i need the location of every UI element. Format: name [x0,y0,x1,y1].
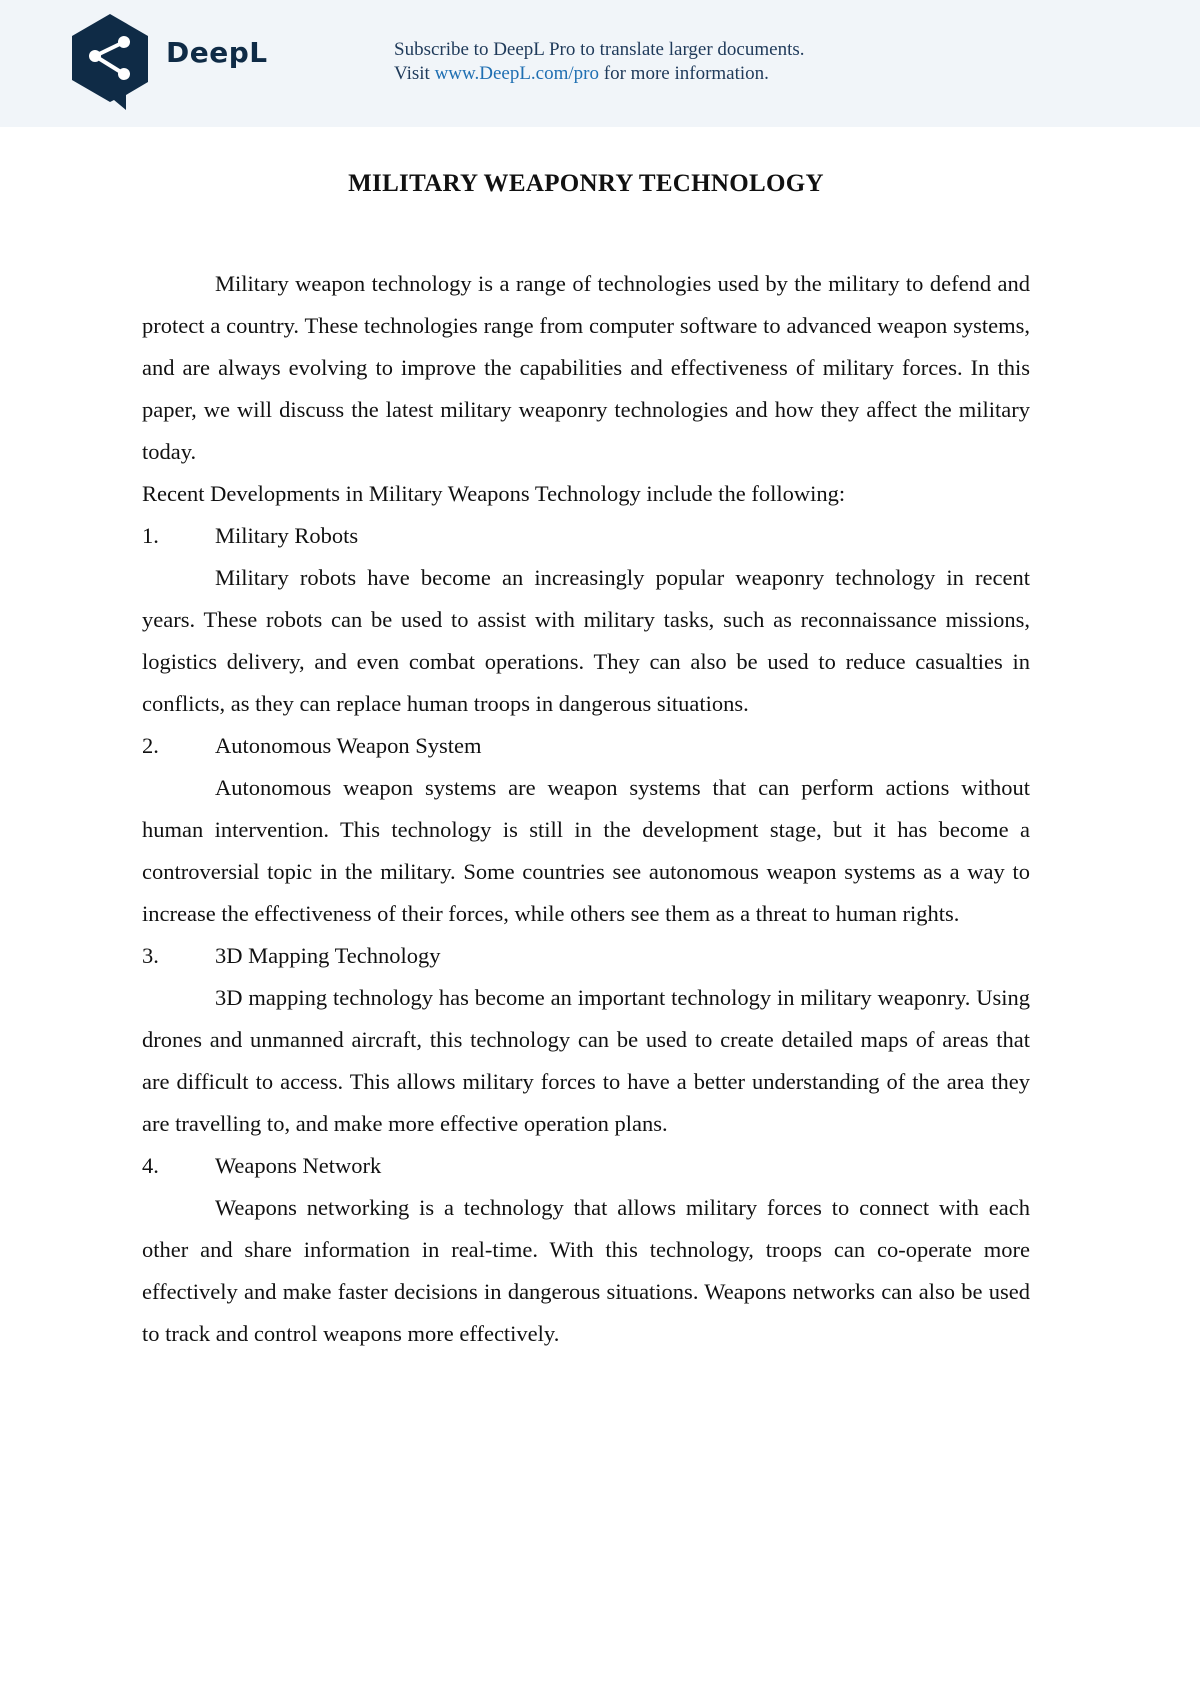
section-heading [142,1145,1030,1187]
document-title: MILITARY WEAPONRY TECHNOLOGY [348,170,824,197]
section-heading-text: Autonomous Weapon System [215,733,482,758]
promo-line-1: Subscribe to DeepL Pro to translate larger documents. [394,39,805,60]
section-heading-text: Weapons Network [215,1153,382,1178]
section-number: 3. [142,943,159,968]
section-paragraph: 3D mapping technology has become an important technology in military weaponry. Using drones and unmanned aircraft, this technology can be used to create detailed maps of areas that are difficult to access. This allows military forces to have a better understanding of the area they are travelling to, and make more effective operation plans. [142,985,1030,1136]
promo-more-text: for more information. [599,63,769,84]
section-paragraph: Autonomous weapon systems are weapon systems that can perform actions without human intervention. This technology is still in the development stage, but it has become a controversial topic in the military. Some countries see autonomous weapon systems as a way to increase the effectiveness of their forces, while others see them as a threat to human rights. [142,775,1030,926]
lead-sentence: Recent Developments in Military Weapons Technology include the following: [142,481,846,506]
section-heading [142,935,1030,977]
brand-name: DeepL [166,36,268,69]
section-heading-text: Military Robots [215,523,359,548]
section-number: 2. [142,733,159,758]
section-paragraph: Weapons networking is a technology that allows military forces to connect with each other and share information in real-time. With this technology, troops can co-operate more effectively and make faster decisions in dangerous situations. Weapons networks can also be used to track and control weapons more effectively. [142,1195,1030,1346]
section-heading [142,515,1030,557]
promo-link[interactable]: www.DeepL.com/pro [434,63,600,84]
section-heading-text: 3D Mapping Technology [215,943,441,968]
promo-message [394,38,805,86]
intro-paragraph: Military weapon technology is a range of technologies used by the military to defend and protect a country. These technologies range from computer software to advanced weapon systems, and are always evolving to improve the capabilities and effectiveness of military forces. In this paper, we will discuss the latest military weaponry technologies and how they affect the military today. [142,271,1030,464]
section-number: 4. [142,1153,159,1178]
promo-visit-text: Visit [394,63,435,84]
deepl-share-icon [68,12,153,112]
document-body [142,163,1030,1355]
promo-line-2 [394,62,805,86]
section-heading [142,725,1030,767]
deepl-banner [0,0,1200,127]
section-paragraph: Military robots have become an increasingly popular weaponry technology in recent years. These robots can be used to assist with military tasks, such as reconnaissance missions, logistics delivery, and even combat operations. They can also be used to reduce casualties in conflicts, as they can replace human troops in dangerous situations. [142,565,1030,716]
section-number: 1. [142,523,159,548]
